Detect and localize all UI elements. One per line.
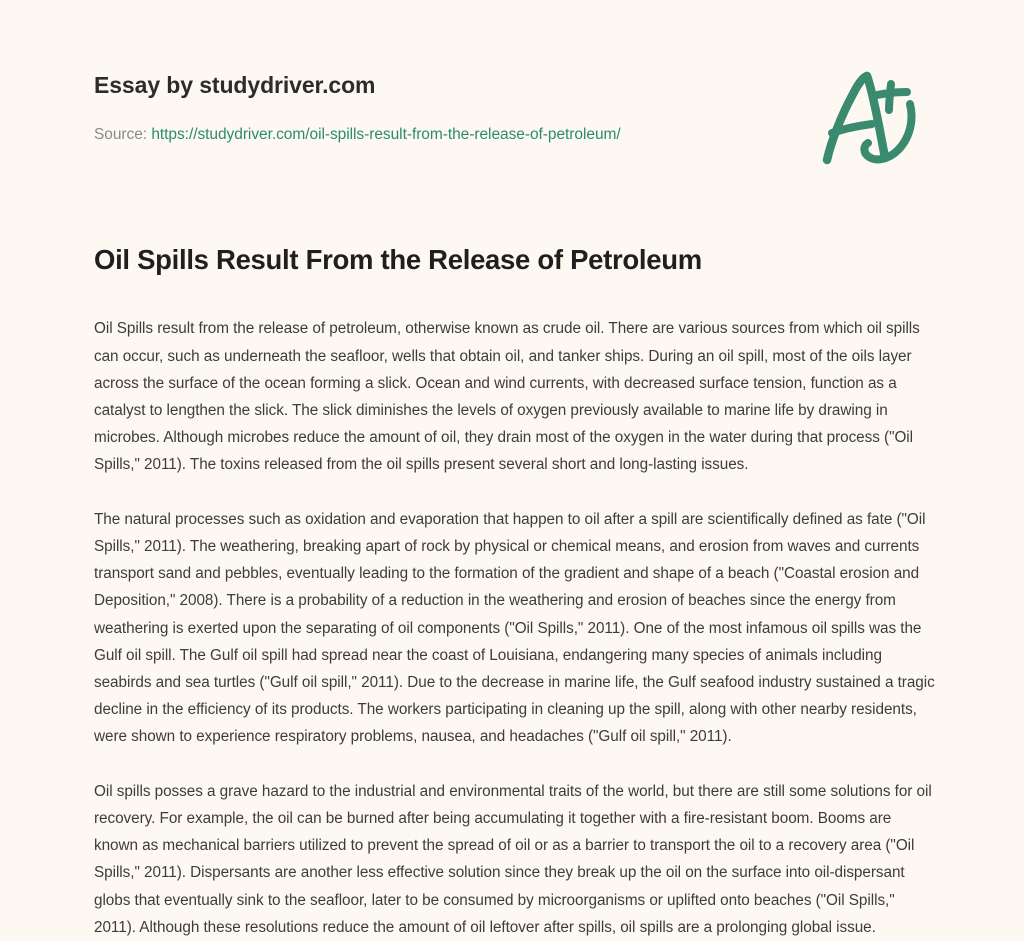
source-url-link[interactable]: https://studydriver.com/oil-spills-result-from-the-release-of-petroleum/: [151, 126, 621, 143]
article: [94, 243, 938, 941]
a-plus-logo-icon: [815, 68, 925, 166]
article-paragraph: The natural processes such as oxidation and evaporation that happen to oil after a spill are scientifically defined as fate ("Oil Spills," 2011). The weathering, breaking apart of rock by physical or chemical means, and erosion from waves and currents transport sand and pebbles, eventually leading to the formation of the gradient and shape of a beach ("Coastal erosion and Deposition," 2008). There is a probability of a reduction in the weathering and erosion of beaches since the energy from weathering is exerted upon the separating of oil components ("Oil Spills," 2011). One of the most infamous oil spills was the Gulf oil spill. The Gulf oil spill had spread near the coast of Louisiana, endangering many species of animals including seabirds and sea turtles ("Gulf oil spill," 2011). Due to the decrease in marine life, the Gulf seafood industry sustained a tragic decline in the efficiency of its products. The workers participating in cleaning up the spill, along with other nearby residents, were shown to experience respiratory problems, nausea, and headaches ("Gulf oil spill," 2011).: [94, 510, 935, 746]
page-header: [0, 0, 1024, 190]
article-paragraph: Oil Spills result from the release of petroleum, otherwise known as crude oil. There are various sources from which oil spills can occur, such as underneath the seafloor, wells that obtain oil, and tanker ships. During an oil spill, most of the oils layer across the surface of the ocean forming a slick. Ocean and wind currents, with decreased surface tension, function as a catalyst to lengthen the slick. The slick diminishes the levels of oxygen previously available to marine life by drawing in microbes. Although microbes reduce the amount of oil, they drain most of the oxygen in the water during that process ("Oil Spills," 2011). The toxins released from the oil spills present several short and long-lasting issues.: [94, 320, 920, 474]
page-title: Oil Spills Result From the Release of Petroleum: [94, 244, 702, 275]
brand-byline: Essay by studydriver.com: [94, 72, 376, 98]
article-body: [94, 315, 938, 941]
a-plus-logo-svg: [815, 68, 925, 166]
article-paragraph: Oil spills posses a grave hazard to the industrial and environmental traits of the world, but there are still some solutions for oil recovery. For example, the oil can be burned after being accumulating it together with a fire-resistant boom. Booms are known as mechanical barriers utilized to prevent the spread of oil or as a barrier to transport the oil to a recovery area ("Oil Spills," 2011). Dispersants are another less effective solution since they break up the oil on the surface into oil-dispersant globs that eventually sink to the seafloor, later to be consumed by microorganisms or uplifted onto beaches ("Oil Spills," 2011). Although these resolutions reduce the amount of oil leftover after spills, oil spills are a prolonging global issue.: [94, 782, 932, 936]
source-prefix-label: Source:: [94, 126, 152, 143]
source-line: [94, 126, 621, 144]
